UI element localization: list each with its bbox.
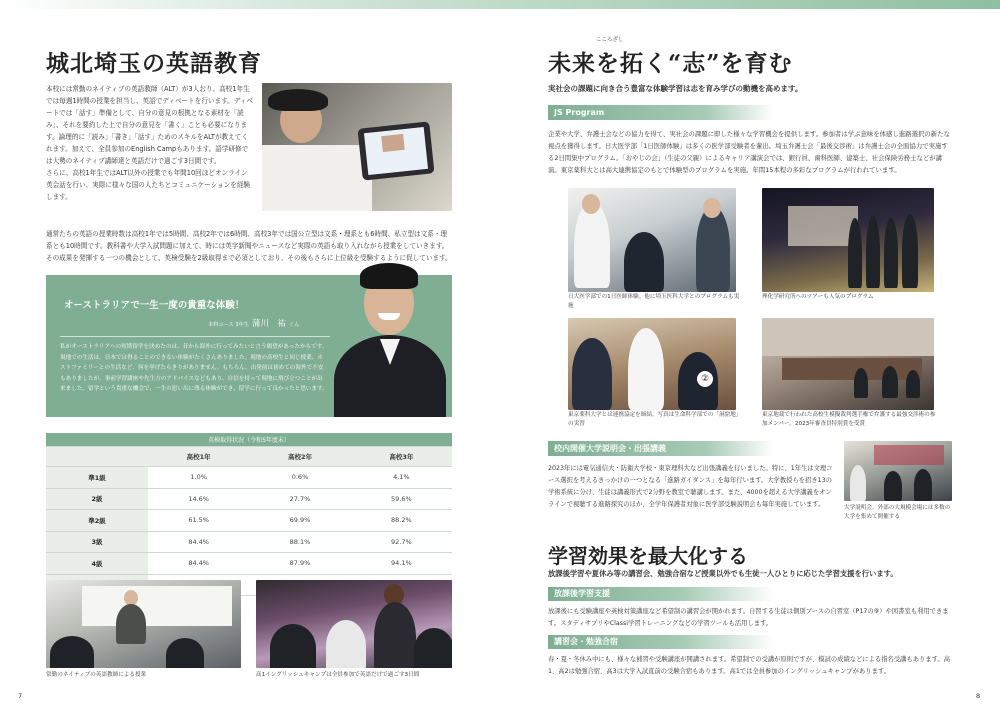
- camp-band: 講習会・勉強合宿: [548, 635, 774, 649]
- camp-text: 春・夏・冬休み中にも、様々な補習や受験講座が開講されます。希望制での受講が原則ですが、模試の成績などによる指名受講もあります。高1、高2は勉強合宿、高3は大学入試直前の受験合宿もあります。高1では全員参加のイングリッシュキャンプがあります。: [548, 656, 950, 675]
- intro-text-2: さらに、高校1年生ではALT以外の授業でも年間10回ほどオンライン英会話を行い、実際に様々な国の人たちとコミュニケーションを経験します。: [46, 169, 251, 201]
- table-cell: 88.1%: [249, 531, 350, 553]
- table-header-grade2: 高校2年: [249, 447, 350, 467]
- right-lead: 実社会の課題に向き合う豊富な体験学習は志を育み学びの動機を高めます。: [548, 84, 803, 93]
- row-label: 3級: [46, 531, 148, 553]
- interview-student: [208, 317, 299, 329]
- riken-photo: [762, 188, 934, 292]
- table-cell: 61.5%: [148, 510, 249, 532]
- medical-photo: [568, 188, 736, 292]
- table-cell: 88.2%: [351, 510, 452, 532]
- univ-band: 校内開催大学説明会・出張講義: [548, 441, 774, 456]
- table-cell: 69.9%: [249, 510, 350, 532]
- row-label: 準1級: [46, 467, 148, 489]
- page-number-right: 8: [976, 692, 981, 700]
- table-row: [46, 510, 452, 532]
- univ-text: 2023年には電気通信大・防衛大学校・東京理科大など出張講義を行いました。特に、1年生は文理コース選択を考えるきっかけの一つとなる「進路ガイダンス」を毎年行います。大学教授らを招き13の学術系統に分け、生徒は講義形式で2分野を教室で聴講します。また、4000を超える大学講義をオンラインで視聴する進路探究のほか、全学年保護者対象に医学部受験説明会も毎年実施しています。: [548, 465, 833, 508]
- caption-photo-b: 高1イングリッシュキャンプは全員参加で英語だけで過ごす3日間: [256, 672, 420, 678]
- interview-text: 私がオーストラリアへの短期留学を決めたのは、昔から海外に行ってみたいと言う願望があったからです。現地での生活は、日本では得ることのできない体験がたくさんありました。現地の高校生と同じ授業、ホストファミリーとの生活など、何を挙げたらきりがありません。もちろん、出発前は初めての海外で不安もありましたが、事前学習講座や先生方のアドバイスなどもあり、自信を持って現地に飛び立つことが出来ました。留学という貴重な機会で、一生の思い出に残る体験ができ、留学に行って良かったと思います。: [60, 344, 328, 392]
- title-ruby: こころざし: [596, 37, 624, 43]
- row-label: 4級: [46, 553, 148, 575]
- table-cell: 87.9%: [249, 553, 350, 575]
- pharmacy-photo: ②: [568, 318, 736, 410]
- js-program-band: JS Program: [548, 105, 774, 120]
- page-title-right: 未来を拓く“志”を育む: [548, 50, 793, 77]
- table-cell: 4.1%: [351, 467, 452, 489]
- table-cell: 0.6%: [249, 467, 350, 489]
- student-suffix: くん: [289, 322, 300, 328]
- row-label: 2級: [46, 488, 148, 510]
- top-gradient-bar: [0, 0, 1000, 9]
- interview-box: [46, 275, 452, 417]
- divider: [60, 336, 330, 337]
- max-lead: 放課後学習や夏休み等の講習会、勉強合宿など授業以外でも生徒一人ひとりに応じた学習支援を行います。: [548, 569, 898, 578]
- table-cell: 1.0%: [148, 467, 249, 489]
- max-title: 学習効果を最大化する: [548, 544, 748, 568]
- student-portrait: [326, 263, 452, 417]
- caption-p1: 日大医学部での1日医師体験。他に埼玉医科大学とのプログラムも実施: [568, 294, 740, 309]
- intro-paragraph-wide: 通常たちの英語の授業時数は高校1年では5時間、高校2年では6時間、高校3年では国公立型は文系・理系とも6時間、私立型は文系・理系とも10時間です。教科書や大学入試問題に加えて、時には英字新聞やニュースなど実際の英語も取り入れながら授業をしていきます。その成果を発揮する一つの機会として、英検受験を2級取得まで必須としており、その後もさらに上位級を受験するように促しています。: [46, 230, 452, 262]
- student-name: 蒲川 祐: [252, 319, 287, 329]
- court-photo: [762, 318, 934, 410]
- table-row: [46, 553, 452, 575]
- table-header-grade1: 高校1年: [148, 447, 249, 467]
- table-cell: 84.4%: [148, 531, 249, 553]
- caption-univ: 大学説明会。外部の大規模会場には多数の大学を集めて開催する: [844, 505, 951, 520]
- table-row: [46, 467, 452, 489]
- caption-p4: 東京地裁で行われた高校生模擬裁判選手権で弁護する最強交渉術の参加メンバー。2023年審査員特別賞を受賞: [762, 412, 936, 427]
- table-row: [46, 488, 452, 510]
- table-cell: 94.1%: [351, 553, 452, 575]
- tablet-photo: [262, 83, 452, 211]
- intro-text-1: 本校には常勤のネイティブの英語教師（ALT）が3人おり、高校1年生では毎週1時間の授業を担当し、英語でディベートを行います。ディベートでは「話す」準備として、自分の意見の根拠となる素材を「読み」、それを要約した上で自分の意見を「書く」ことも必要になります。論理的に「読み」「書き」「話す」ためのスキルをALTが教えてくれます。加えて、全員参加のEnglish Campもあります。語学研修では大勢のネイティブ講師達と英語だけで過ごす3日間です。: [46, 85, 254, 165]
- table-row: [46, 531, 452, 553]
- caption-photo-a: 常勤のネイティブの英語教師による授業: [46, 672, 147, 678]
- caption-p2: 理化学研究所へのツアーも人気のプログラム: [762, 294, 874, 300]
- table-cell: 92.7%: [351, 531, 452, 553]
- table-cell: 14.6%: [148, 488, 249, 510]
- student-course: 本科コース 3年生: [208, 322, 250, 328]
- eiken-table: [46, 433, 452, 596]
- table-cell: 84.4%: [148, 553, 249, 575]
- row-label: 準2級: [46, 510, 148, 532]
- univ-fair-photo: [844, 441, 952, 501]
- intro-paragraph: [46, 83, 254, 203]
- after-school-text: 放課後にも受験講座や英検対策講座など希望制の講習会が開かれます。自習する生徒は個別ブースの自習室（P17の⑨）や図書室も利用できます。スタディサプリやClassi学習トレーニングなどの学習ツールも活用します。: [548, 608, 949, 627]
- caption-p3: 東京薬科大学とは連携協定を締結。写真は生命科学部での「洞窟地」の実習: [568, 412, 739, 427]
- table-header-grade3: 高校3年: [351, 447, 452, 467]
- interview-title: オーストラリアで一生一度の貴重な体験！: [64, 300, 245, 311]
- left-page: [0, 9, 500, 707]
- page-number-left: 7: [18, 692, 23, 700]
- right-page: [500, 9, 1000, 707]
- class-photo: [46, 580, 241, 668]
- after-school-band: 放課後学習支援: [548, 587, 774, 601]
- table-header-blank: [46, 447, 148, 467]
- english-camp-photo: [256, 580, 452, 668]
- table-cell: 59.6%: [351, 488, 452, 510]
- page-title-left: 城北埼玉の英語教育: [46, 50, 262, 77]
- table-cell: 27.7%: [249, 488, 350, 510]
- table-caption: 英検取得状況（令和5年度末）: [46, 433, 452, 447]
- js-program-text: 企業や大学、弁護士会などの協力を得て、実社会の課題に即した様々な学習機会を提供します。参加者は学ぶ意味を体感し進路選択の新たな視点を獲得します。日大医学部「1日医師体験」は多くの医学部受験者を輩出。埼玉弁護士会「最後交渉術」は弁護士会の全面協力で実施する2日間集中プログラム。「おやじの会」（生徒の父親）によるキャリア講演会では、銀行員、歯科医師、建築士、社会保険労務士などが講演。東京薬科大とは高大連携協定のもとで体験型のプログラムを実施。年間15本程の多彩なプログラムが行われています。: [548, 130, 950, 174]
